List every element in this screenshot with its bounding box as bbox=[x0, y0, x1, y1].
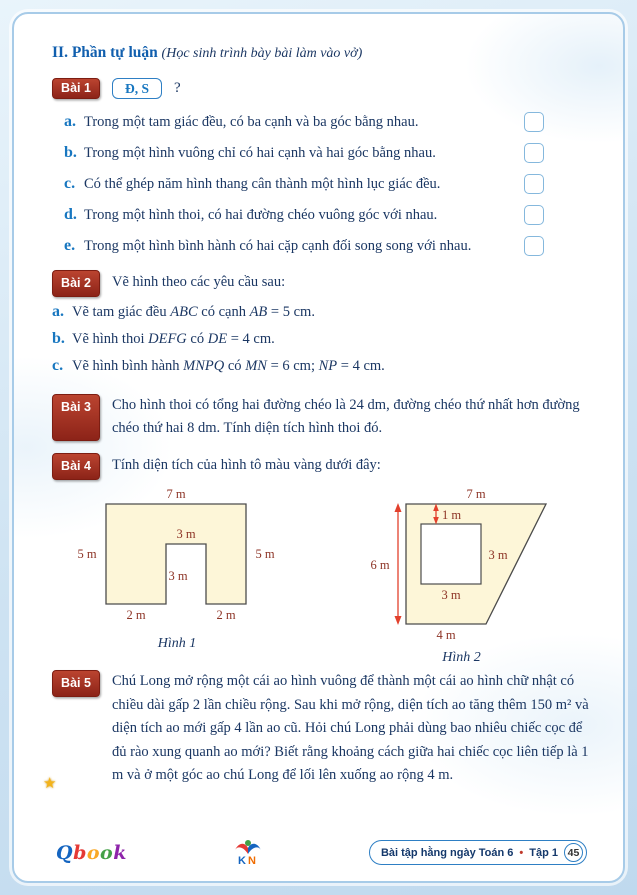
draw-item bbox=[52, 357, 589, 384]
dim-bottom-left: 2 m bbox=[126, 608, 146, 623]
book-title-pill bbox=[369, 840, 587, 865]
bai2-header bbox=[52, 270, 589, 297]
bai3-text: Cho hình thoi có tổng hai đường chéo là 24 dm, đường chéo thứ nhất hơn đường chéo thứ hai 8 dm. Tính diện tích hình thoi đó. bbox=[112, 396, 580, 437]
answer-checkbox[interactable] bbox=[524, 236, 544, 256]
true-false-item bbox=[64, 169, 544, 200]
dim-gap-top: 1 m bbox=[442, 508, 462, 523]
footer bbox=[52, 836, 589, 869]
item-text: Trong một hình bình hành có hai cặp cạnh đối song song với nhau. bbox=[84, 237, 472, 254]
item-letter: e. bbox=[64, 237, 76, 255]
bai3-block bbox=[52, 394, 589, 441]
answer-checkbox[interactable] bbox=[524, 112, 544, 132]
bai1-items bbox=[52, 107, 544, 262]
bai1-badge: Bài 1 bbox=[52, 78, 100, 99]
figure2-caption: Hình 2 bbox=[442, 650, 481, 666]
item-letter: b. bbox=[64, 144, 77, 162]
item-letter: c. bbox=[52, 356, 64, 374]
true-false-item bbox=[64, 231, 544, 262]
figure-2 bbox=[354, 488, 569, 666]
qbook-logo: Qbook bbox=[56, 841, 127, 864]
true-false-item bbox=[64, 200, 544, 231]
item-text: Vẽ hình bình hành MNPQ có MN = 6 cm; NP = 4 cm. bbox=[72, 357, 385, 374]
dim-notch-width: 3 m bbox=[176, 527, 196, 542]
figure-1 bbox=[72, 488, 282, 666]
draw-item bbox=[52, 330, 589, 357]
figures-row bbox=[52, 488, 589, 666]
bai3-badge: Bài 3 bbox=[52, 394, 100, 441]
question-mark: ? bbox=[174, 79, 181, 96]
item-text: Trong một tam giác đều, có ba cạnh và ba góc bằng nhau. bbox=[84, 113, 419, 130]
figure1-caption: Hình 1 bbox=[157, 636, 197, 652]
item-text: Trong một hình vuông chỉ có hai cạnh và hai góc bằng nhau. bbox=[84, 144, 436, 161]
dim-hole-width: 3 m bbox=[441, 588, 461, 603]
bai1-header bbox=[52, 78, 589, 99]
kn-logo-icon bbox=[233, 838, 263, 856]
dim-top: 7 m bbox=[466, 488, 486, 502]
dim-left: 5 m bbox=[77, 547, 97, 562]
bai4-badge: Bài 4 bbox=[52, 453, 100, 480]
gold-star-icon: ★ bbox=[43, 776, 57, 793]
bai5-block bbox=[43, 670, 589, 793]
bai2-items bbox=[52, 303, 589, 384]
true-false-item bbox=[64, 138, 544, 169]
draw-item bbox=[52, 303, 589, 330]
yellow-shape-1 bbox=[106, 504, 246, 604]
dim-top: 7 m bbox=[166, 488, 186, 502]
item-text: Vẽ hình thoi DEFG có DE = 4 cm. bbox=[72, 330, 275, 347]
dim-hole-height: 3 m bbox=[488, 548, 508, 563]
item-letter: a. bbox=[64, 113, 76, 131]
item-text: Có thể ghép năm hình thang cân thành một hình lục giác đều. bbox=[84, 175, 441, 192]
item-letter: b. bbox=[52, 329, 65, 347]
answer-checkbox[interactable] bbox=[524, 143, 544, 163]
section-title: II. Phần tự luận bbox=[52, 44, 158, 61]
title-separator: • bbox=[519, 846, 524, 859]
item-text: Vẽ tam giác đều ABC có cạnh AB = 5 cm. bbox=[72, 303, 315, 320]
book-title: Bài tập hằng ngày Toán 6 bbox=[380, 846, 514, 859]
item-letter: c. bbox=[64, 175, 76, 193]
page-number: 45 bbox=[564, 843, 583, 862]
section-note: (Học sinh trình bày bài làm vào vở) bbox=[161, 46, 363, 61]
publisher-logo bbox=[233, 838, 263, 867]
bai5-badge: Bài 5 bbox=[52, 670, 100, 697]
section-header bbox=[52, 40, 589, 66]
figure1-drawing bbox=[72, 488, 282, 634]
kn-logo-text: KN bbox=[237, 855, 258, 867]
dim-left: 6 m bbox=[370, 558, 390, 573]
dim-bottom: 4 m bbox=[436, 628, 456, 643]
arrowhead bbox=[395, 616, 402, 625]
answer-checkbox[interactable] bbox=[524, 174, 544, 194]
bai4-intro: Tính diện tích của hình tô màu vàng dưới đây: bbox=[112, 456, 381, 473]
true-false-item bbox=[64, 107, 544, 138]
figure2-drawing bbox=[354, 488, 569, 648]
item-letter: d. bbox=[64, 206, 77, 224]
item-text: Trong một hình thoi, có hai đường chéo vuông góc với nhau. bbox=[84, 206, 438, 223]
true-false-box: Đ, S bbox=[112, 78, 162, 99]
answer-checkbox[interactable] bbox=[524, 205, 544, 225]
bai5-text: Chú Long mở rộng một cái ao hình vuông để thành một cái ao hình chữ nhật có chiều dài gấp 2 lần chiều rộng. Sau khi mở rộng, diện tích ao tăng thêm 150 m² và diện tích ao mới gấp 4 lần ao cũ. Hỏi chú Long phải dùng bao nhiêu chiếc cọc để đủ rào xung quanh ao mới? Biết rằng khoảng cách giữa hai chiếc cọc liên tiếp là 1 m và ở một góc ao chú Long để lối lên xuống ao rộng 4 m. bbox=[112, 673, 589, 784]
item-letter: a. bbox=[52, 302, 64, 320]
bai2-intro: Vẽ hình theo các yêu cầu sau: bbox=[112, 273, 286, 290]
volume-label: Tập 1 bbox=[529, 846, 558, 859]
white-hole bbox=[421, 524, 481, 584]
page-frame bbox=[12, 12, 625, 883]
dim-bottom-right: 2 m bbox=[216, 608, 236, 623]
dim-notch-height: 3 m bbox=[168, 569, 188, 584]
bai4-header bbox=[52, 453, 589, 480]
arrowhead bbox=[395, 503, 402, 512]
dim-right: 5 m bbox=[255, 547, 275, 562]
bai2-badge: Bài 2 bbox=[52, 270, 100, 297]
